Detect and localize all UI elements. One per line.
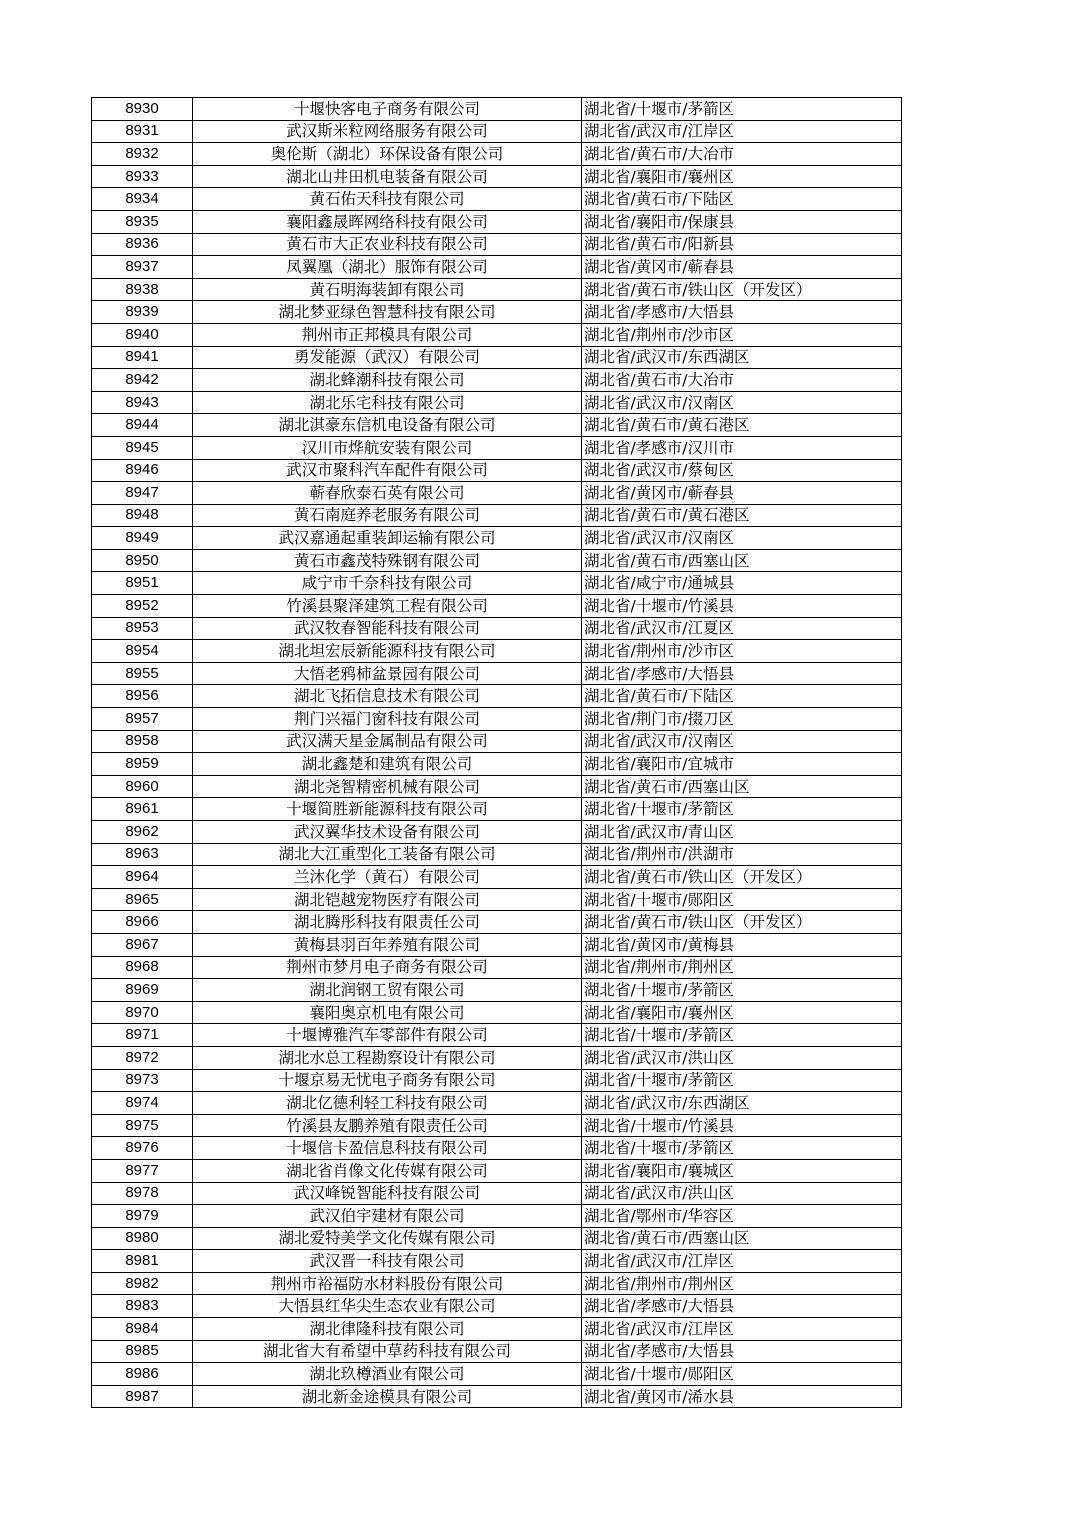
table-row — [92, 527, 902, 550]
company-name-cell: 湖北腾彤科技有限责任公司 — [193, 911, 582, 934]
row-number-cell: 8980 — [92, 1227, 193, 1250]
table-row — [92, 595, 902, 618]
region-cell: 湖北省/黄石市/阳新县 — [582, 233, 902, 256]
table-row — [92, 1295, 902, 1318]
row-number-cell: 8942 — [92, 369, 193, 392]
table-row — [92, 143, 902, 166]
company-name-cell: 武汉嘉通起重装卸运输有限公司 — [193, 527, 582, 550]
table-row — [92, 753, 902, 776]
company-name-cell: 湖北省肖像文化传媒有限公司 — [193, 1159, 582, 1182]
region-cell: 湖北省/黄石市/大冶市 — [582, 143, 902, 166]
region-cell: 湖北省/武汉市/江岸区 — [582, 1250, 902, 1273]
row-number-cell: 8933 — [92, 165, 193, 188]
region-cell: 湖北省/黄石市/下陆区 — [582, 188, 902, 211]
region-cell: 湖北省/黄石市/黄石港区 — [582, 504, 902, 527]
region-cell: 湖北省/孝感市/大悟县 — [582, 301, 902, 324]
row-number-cell: 8977 — [92, 1159, 193, 1182]
row-number-cell: 8979 — [92, 1205, 193, 1228]
row-number-cell: 8986 — [92, 1363, 193, 1386]
company-name-cell: 蕲春欣泰石英有限公司 — [193, 482, 582, 505]
table-row — [92, 1385, 902, 1408]
row-number-cell: 8981 — [92, 1250, 193, 1273]
region-cell: 湖北省/武汉市/东西湖区 — [582, 346, 902, 369]
region-cell: 湖北省/荆州市/荆州区 — [582, 1272, 902, 1295]
row-number-cell: 8938 — [92, 278, 193, 301]
company-name-cell: 武汉市聚科汽车配件有限公司 — [193, 459, 582, 482]
region-cell: 湖北省/武汉市/汉南区 — [582, 391, 902, 414]
company-name-cell: 武汉牧春智能科技有限公司 — [193, 617, 582, 640]
row-number-cell: 8971 — [92, 1024, 193, 1047]
table-row — [92, 572, 902, 595]
table-row — [92, 1340, 902, 1363]
row-number-cell: 8951 — [92, 572, 193, 595]
row-number-cell: 8967 — [92, 933, 193, 956]
table-row — [92, 549, 902, 572]
table-row — [92, 504, 902, 527]
region-cell: 湖北省/武汉市/汉南区 — [582, 730, 902, 753]
row-number-cell: 8985 — [92, 1340, 193, 1363]
region-cell: 湖北省/襄阳市/襄州区 — [582, 1001, 902, 1024]
table-row — [92, 685, 902, 708]
region-cell: 湖北省/十堰市/茅箭区 — [582, 98, 902, 121]
row-number-cell: 8973 — [92, 1069, 193, 1092]
row-number-cell: 8972 — [92, 1046, 193, 1069]
company-name-cell: 荆州市梦月电子商务有限公司 — [193, 956, 582, 979]
table-row — [92, 391, 902, 414]
row-number-cell: 8946 — [92, 459, 193, 482]
company-name-cell: 武汉峰锐智能科技有限公司 — [193, 1182, 582, 1205]
row-number-cell: 8970 — [92, 1001, 193, 1024]
region-cell: 湖北省/武汉市/洪山区 — [582, 1046, 902, 1069]
company-name-cell: 凤翼凰（湖北）服饰有限公司 — [193, 256, 582, 279]
region-cell: 湖北省/武汉市/汉南区 — [582, 527, 902, 550]
region-cell: 湖北省/黄冈市/蕲春县 — [582, 256, 902, 279]
region-cell: 湖北省/武汉市/洪山区 — [582, 1182, 902, 1205]
company-name-cell: 黄石市鑫茂特殊钢有限公司 — [193, 549, 582, 572]
region-cell: 湖北省/襄阳市/襄城区 — [582, 1159, 902, 1182]
company-name-cell: 湖北山井田机电装备有限公司 — [193, 165, 582, 188]
table-row — [92, 256, 902, 279]
table-row — [92, 1182, 902, 1205]
company-name-cell: 湖北梦亚绿色智慧科技有限公司 — [193, 301, 582, 324]
table-row — [92, 708, 902, 731]
table-row — [92, 1046, 902, 1069]
company-name-cell: 黄石市大正农业科技有限公司 — [193, 233, 582, 256]
row-number-cell: 8974 — [92, 1092, 193, 1115]
company-name-cell: 湖北新金途模具有限公司 — [193, 1385, 582, 1408]
company-name-cell: 奥伦斯（湖北）环保设备有限公司 — [193, 143, 582, 166]
company-name-cell: 勇发能源（武汉）有限公司 — [193, 346, 582, 369]
company-name-cell: 竹溪县聚泽建筑工程有限公司 — [193, 595, 582, 618]
row-number-cell: 8943 — [92, 391, 193, 414]
table-row — [92, 933, 902, 956]
region-cell: 湖北省/十堰市/竹溪县 — [582, 1114, 902, 1137]
region-cell: 湖北省/襄阳市/襄州区 — [582, 165, 902, 188]
table-row — [92, 911, 902, 934]
company-name-cell: 黄石佑天科技有限公司 — [193, 188, 582, 211]
table-row — [92, 1024, 902, 1047]
region-cell: 湖北省/黄石市/黄石港区 — [582, 414, 902, 437]
row-number-cell: 8976 — [92, 1137, 193, 1160]
company-name-cell: 黄石南庭养老服务有限公司 — [193, 504, 582, 527]
table-row — [92, 775, 902, 798]
region-cell: 湖北省/黄石市/西塞山区 — [582, 775, 902, 798]
table-row — [92, 1363, 902, 1386]
table-row — [92, 1318, 902, 1341]
table-row — [92, 369, 902, 392]
row-number-cell: 8960 — [92, 775, 193, 798]
region-cell: 湖北省/孝感市/汉川市 — [582, 436, 902, 459]
region-cell: 湖北省/鄂州市/华容区 — [582, 1205, 902, 1228]
table-row — [92, 436, 902, 459]
region-cell: 湖北省/荆州市/洪湖市 — [582, 843, 902, 866]
region-cell: 湖北省/黄石市/西塞山区 — [582, 549, 902, 572]
table-row — [92, 1272, 902, 1295]
region-cell: 湖北省/咸宁市/通城县 — [582, 572, 902, 595]
company-name-cell: 十堰博雅汽车零部件有限公司 — [193, 1024, 582, 1047]
row-number-cell: 8956 — [92, 685, 193, 708]
company-name-cell: 武汉满天星金属制品有限公司 — [193, 730, 582, 753]
region-cell: 湖北省/黄石市/铁山区（开发区） — [582, 278, 902, 301]
row-number-cell: 8955 — [92, 662, 193, 685]
table-row — [92, 210, 902, 233]
company-name-cell: 十堰快客电子商务有限公司 — [193, 98, 582, 121]
region-cell: 湖北省/武汉市/江岸区 — [582, 120, 902, 143]
region-cell: 湖北省/武汉市/青山区 — [582, 821, 902, 844]
table-row — [92, 979, 902, 1002]
region-cell: 湖北省/武汉市/蔡甸区 — [582, 459, 902, 482]
region-cell: 湖北省/襄阳市/保康县 — [582, 210, 902, 233]
row-number-cell: 8982 — [92, 1272, 193, 1295]
company-name-cell: 湖北省大有希望中草药科技有限公司 — [193, 1340, 582, 1363]
row-number-cell: 8968 — [92, 956, 193, 979]
company-name-cell: 湖北乐宅科技有限公司 — [193, 391, 582, 414]
region-cell: 湖北省/黄石市/大冶市 — [582, 369, 902, 392]
row-number-cell: 8940 — [92, 323, 193, 346]
region-cell: 湖北省/黄石市/西塞山区 — [582, 1227, 902, 1250]
company-name-cell: 荆州市正邦模具有限公司 — [193, 323, 582, 346]
region-cell: 湖北省/武汉市/江岸区 — [582, 1318, 902, 1341]
region-cell: 湖北省/十堰市/茅箭区 — [582, 979, 902, 1002]
region-cell: 湖北省/孝感市/大悟县 — [582, 1340, 902, 1363]
row-number-cell: 8944 — [92, 414, 193, 437]
row-number-cell: 8941 — [92, 346, 193, 369]
region-cell: 湖北省/武汉市/东西湖区 — [582, 1092, 902, 1115]
row-number-cell: 8952 — [92, 595, 193, 618]
table-row — [92, 1205, 902, 1228]
row-number-cell: 8963 — [92, 843, 193, 866]
table-row — [92, 1250, 902, 1273]
company-name-cell: 大悟老鸦柿盆景园有限公司 — [193, 662, 582, 685]
company-name-cell: 湖北铠越宠物医疗有限公司 — [193, 888, 582, 911]
region-cell: 湖北省/十堰市/茅箭区 — [582, 1024, 902, 1047]
region-cell: 湖北省/十堰市/竹溪县 — [582, 595, 902, 618]
table-row — [92, 120, 902, 143]
company-list-table — [91, 97, 902, 1408]
region-cell: 湖北省/荆州市/荆州区 — [582, 956, 902, 979]
region-cell: 湖北省/十堰市/郧阳区 — [582, 888, 902, 911]
table-row — [92, 165, 902, 188]
row-number-cell: 8948 — [92, 504, 193, 527]
row-number-cell: 8957 — [92, 708, 193, 731]
company-name-cell: 荆门兴福门窗科技有限公司 — [193, 708, 582, 731]
table-row — [92, 301, 902, 324]
row-number-cell: 8969 — [92, 979, 193, 1002]
table-row — [92, 98, 902, 121]
table-row — [92, 1159, 902, 1182]
company-name-cell: 武汉斯米粒网络服务有限公司 — [193, 120, 582, 143]
company-name-cell: 黄梅县羽百年养殖有限公司 — [193, 933, 582, 956]
table-row — [92, 866, 902, 889]
company-name-cell: 湖北蜂潮科技有限公司 — [193, 369, 582, 392]
company-name-cell: 十堰信卡盈信息科技有限公司 — [193, 1137, 582, 1160]
table-row — [92, 1069, 902, 1092]
row-number-cell: 8950 — [92, 549, 193, 572]
company-name-cell: 湖北鑫楚和建筑有限公司 — [193, 753, 582, 776]
table-row — [92, 617, 902, 640]
table-row — [92, 414, 902, 437]
table-row — [92, 278, 902, 301]
table-row — [92, 843, 902, 866]
company-name-cell: 武汉晋一科技有限公司 — [193, 1250, 582, 1273]
row-number-cell: 8987 — [92, 1385, 193, 1408]
company-name-cell: 武汉伯宇建材有限公司 — [193, 1205, 582, 1228]
table-row — [92, 888, 902, 911]
region-cell: 湖北省/荆门市/掇刀区 — [582, 708, 902, 731]
row-number-cell: 8931 — [92, 120, 193, 143]
company-name-cell: 湖北亿德利轻工科技有限公司 — [193, 1092, 582, 1115]
table-row — [92, 821, 902, 844]
company-name-cell: 黄石明海装卸有限公司 — [193, 278, 582, 301]
row-number-cell: 8934 — [92, 188, 193, 211]
region-cell: 湖北省/荆州市/沙市区 — [582, 640, 902, 663]
region-cell: 湖北省/黄石市/铁山区（开发区） — [582, 866, 902, 889]
table-row — [92, 323, 902, 346]
region-cell: 湖北省/黄石市/铁山区（开发区） — [582, 911, 902, 934]
row-number-cell: 8932 — [92, 143, 193, 166]
company-name-cell: 襄阳奥京机电有限公司 — [193, 1001, 582, 1024]
region-cell: 湖北省/黄石市/下陆区 — [582, 685, 902, 708]
table-row — [92, 730, 902, 753]
company-name-cell: 湖北律隆科技有限公司 — [193, 1318, 582, 1341]
company-name-cell: 汉川市烨航安装有限公司 — [193, 436, 582, 459]
table-row — [92, 1001, 902, 1024]
company-name-cell: 武汉翼华技术设备有限公司 — [193, 821, 582, 844]
company-name-cell: 十堰简胜新能源科技有限公司 — [193, 798, 582, 821]
row-number-cell: 8962 — [92, 821, 193, 844]
row-number-cell: 8945 — [92, 436, 193, 459]
row-number-cell: 8935 — [92, 210, 193, 233]
region-cell: 湖北省/黄冈市/蕲春县 — [582, 482, 902, 505]
row-number-cell: 8930 — [92, 98, 193, 121]
row-number-cell: 8939 — [92, 301, 193, 324]
company-name-cell: 竹溪县友鹏养殖有限责任公司 — [193, 1114, 582, 1137]
table-row — [92, 482, 902, 505]
region-cell: 湖北省/孝感市/大悟县 — [582, 1295, 902, 1318]
company-name-cell: 湖北飞拓信息技术有限公司 — [193, 685, 582, 708]
region-cell: 湖北省/黄冈市/浠水县 — [582, 1385, 902, 1408]
company-name-cell: 兰沐化学（黄石）有限公司 — [193, 866, 582, 889]
region-cell: 湖北省/十堰市/茅箭区 — [582, 798, 902, 821]
region-cell: 湖北省/十堰市/茅箭区 — [582, 1137, 902, 1160]
region-cell: 湖北省/武汉市/江夏区 — [582, 617, 902, 640]
table-row — [92, 956, 902, 979]
company-name-cell: 咸宁市千奈科技有限公司 — [193, 572, 582, 595]
company-name-cell: 十堰京易无忧电子商务有限公司 — [193, 1069, 582, 1092]
company-name-cell: 湖北尧智精密机械有限公司 — [193, 775, 582, 798]
company-name-cell: 湖北玖樽酒业有限公司 — [193, 1363, 582, 1386]
region-cell: 湖北省/孝感市/大悟县 — [582, 662, 902, 685]
row-number-cell: 8983 — [92, 1295, 193, 1318]
table-row — [92, 188, 902, 211]
row-number-cell: 8959 — [92, 753, 193, 776]
company-name-cell: 湖北坦宏辰新能源科技有限公司 — [193, 640, 582, 663]
table-row — [92, 798, 902, 821]
row-number-cell: 8984 — [92, 1318, 193, 1341]
table-row — [92, 1137, 902, 1160]
table-row — [92, 662, 902, 685]
row-number-cell: 8958 — [92, 730, 193, 753]
table-row — [92, 640, 902, 663]
table-row — [92, 233, 902, 256]
table-row — [92, 1092, 902, 1115]
row-number-cell: 8937 — [92, 256, 193, 279]
row-number-cell: 8966 — [92, 911, 193, 934]
table-row — [92, 459, 902, 482]
table-row — [92, 1227, 902, 1250]
company-name-cell: 大悟县红华尖生态农业有限公司 — [193, 1295, 582, 1318]
table-row — [92, 1114, 902, 1137]
row-number-cell: 8964 — [92, 866, 193, 889]
company-name-cell: 湖北水总工程勘察设计有限公司 — [193, 1046, 582, 1069]
row-number-cell: 8954 — [92, 640, 193, 663]
row-number-cell: 8965 — [92, 888, 193, 911]
row-number-cell: 8953 — [92, 617, 193, 640]
region-cell: 湖北省/荆州市/沙市区 — [582, 323, 902, 346]
table-row — [92, 346, 902, 369]
row-number-cell: 8961 — [92, 798, 193, 821]
row-number-cell: 8975 — [92, 1114, 193, 1137]
row-number-cell: 8947 — [92, 482, 193, 505]
region-cell: 湖北省/十堰市/茅箭区 — [582, 1069, 902, 1092]
company-name-cell: 荆州市裕福防水材料股份有限公司 — [193, 1272, 582, 1295]
table-body — [92, 98, 902, 1408]
region-cell: 湖北省/十堰市/郧阳区 — [582, 1363, 902, 1386]
region-cell: 湖北省/黄冈市/黄梅县 — [582, 933, 902, 956]
company-name-cell: 湖北润钢工贸有限公司 — [193, 979, 582, 1002]
company-name-cell: 襄阳鑫晟晖网络科技有限公司 — [193, 210, 582, 233]
row-number-cell: 8949 — [92, 527, 193, 550]
company-name-cell: 湖北爱特美学文化传媒有限公司 — [193, 1227, 582, 1250]
company-name-cell: 湖北大江重型化工装备有限公司 — [193, 843, 582, 866]
company-name-cell: 湖北淇豪东信机电设备有限公司 — [193, 414, 582, 437]
row-number-cell: 8936 — [92, 233, 193, 256]
region-cell: 湖北省/襄阳市/宜城市 — [582, 753, 902, 776]
row-number-cell: 8978 — [92, 1182, 193, 1205]
